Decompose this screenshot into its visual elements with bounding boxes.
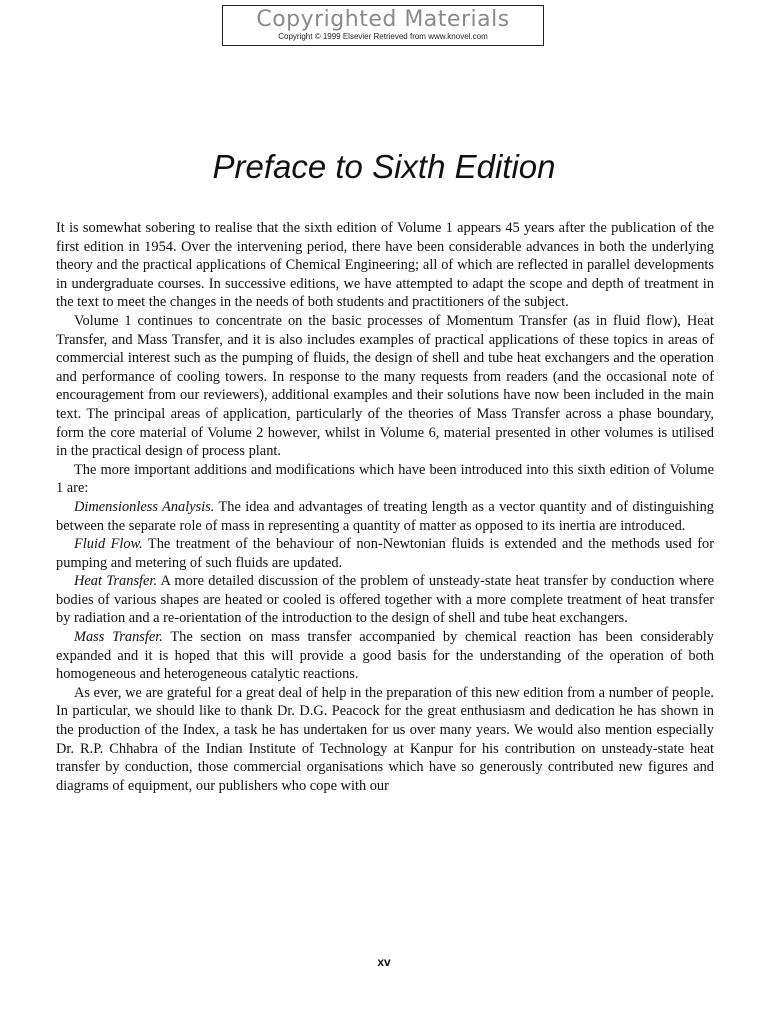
paragraph-lead: Dimensionless Analysis. [74,498,215,515]
paragraph-lead: Mass Transfer. [74,629,163,646]
paragraph-lead: Fluid Flow. [74,536,143,553]
preface-body [56,219,714,795]
paragraph-acknowledgements: As ever, we are grateful for a great deal of help in the preparation of this new edition from a number of people. In particular, we should like to thank Dr. D.G. Peacock for the great enthusiasm and dedication he has shown in the production of the Index, a task he has undertaken for us over many years. We would also mention especially Dr. R.P. Chhabra of the Indian Institute of Technology at Kanpur for his contribution on unsteady-state heat transfer by conduction, those commercial organisations which have so generously contributed new figures and diagrams of equipment, our publishers who cope with our [56,684,714,794]
paragraph-lead: Heat Transfer. [74,573,158,590]
banner-title: Copyrighted Materials [256,7,510,32]
copyright-banner [222,5,544,46]
page-number: xv [377,955,391,969]
banner-subtitle: Copyright © 1999 Elsevier Retrieved from www.knovel.com [278,32,488,41]
paragraph-2: Volume 1 continues to concentrate on the basic processes of Momentum Transfer (as in fluid flow), Heat Transfer, and Mass Transfer, and it is also includes examples of practical applications of these topics in areas of commercial interest such as the pumping of fluids, the design of shell and tube heat exchangers and the operation and performance of cooling towers. In response to the many requests from readers (and the occasional note of encouragement from our reviewers), additional examples and their solutions have now been included in the main text. The principal areas of application, particularly of the theories of Mass Transfer across a phase boundary, form the core material of Volume 2 however, whilst in Volume 6, material presented in other volumes is utilised in the practical design of process plant. [56,312,714,460]
paragraph-3: The more important additions and modifications which have been introduced into this sixth edition of Volume 1 are: [56,461,714,497]
page-title: Preface to Sixth Edition [212,148,556,185]
paragraph-mass-transfer: Mass Transfer. The section on mass transfer accompanied by chemical reaction has been considerably expanded and it is hoped that this will provide a good basis for the understanding of the operation of both homogeneous and heterogeneous catalytic reactions. [56,629,714,683]
paragraph-fluid-flow: Fluid Flow. The treatment of the behaviour of non-Newtonian fluids is extended and the methods used for pumping and metering of such fluids are updated. [56,536,714,571]
paragraph-dimensionless-analysis: Dimensionless Analysis. The idea and advantages of treating length as a vector quantity and of distinguishing between the separate role of mass in representing a quantity of matter as opposed to its inertia are introduced. [56,498,714,534]
paragraph-heat-transfer: Heat Transfer. A more detailed discussion of the problem of unsteady-state heat transfer by conduction where bodies of various shapes are heated or cooled is offered together with a more complete treatment of heat transfer by radiation and a re-orientation of the introduction to the design of shell and tube heat exchangers. [56,573,715,627]
paragraph-1: It is somewhat sobering to realise that the sixth edition of Volume 1 appears 45 years after the publication of the first edition in 1954. Over the intervening period, there have been considerable advances in both the underlying theory and the practical applications of Chemical Engineering; all of which are reflected in parallel developments in undergraduate courses. In successive editions, we have attempted to adapt the scope and depth of treatment in the text to meet the changes in the needs of both students and practitioners of the subject. [56,220,714,311]
